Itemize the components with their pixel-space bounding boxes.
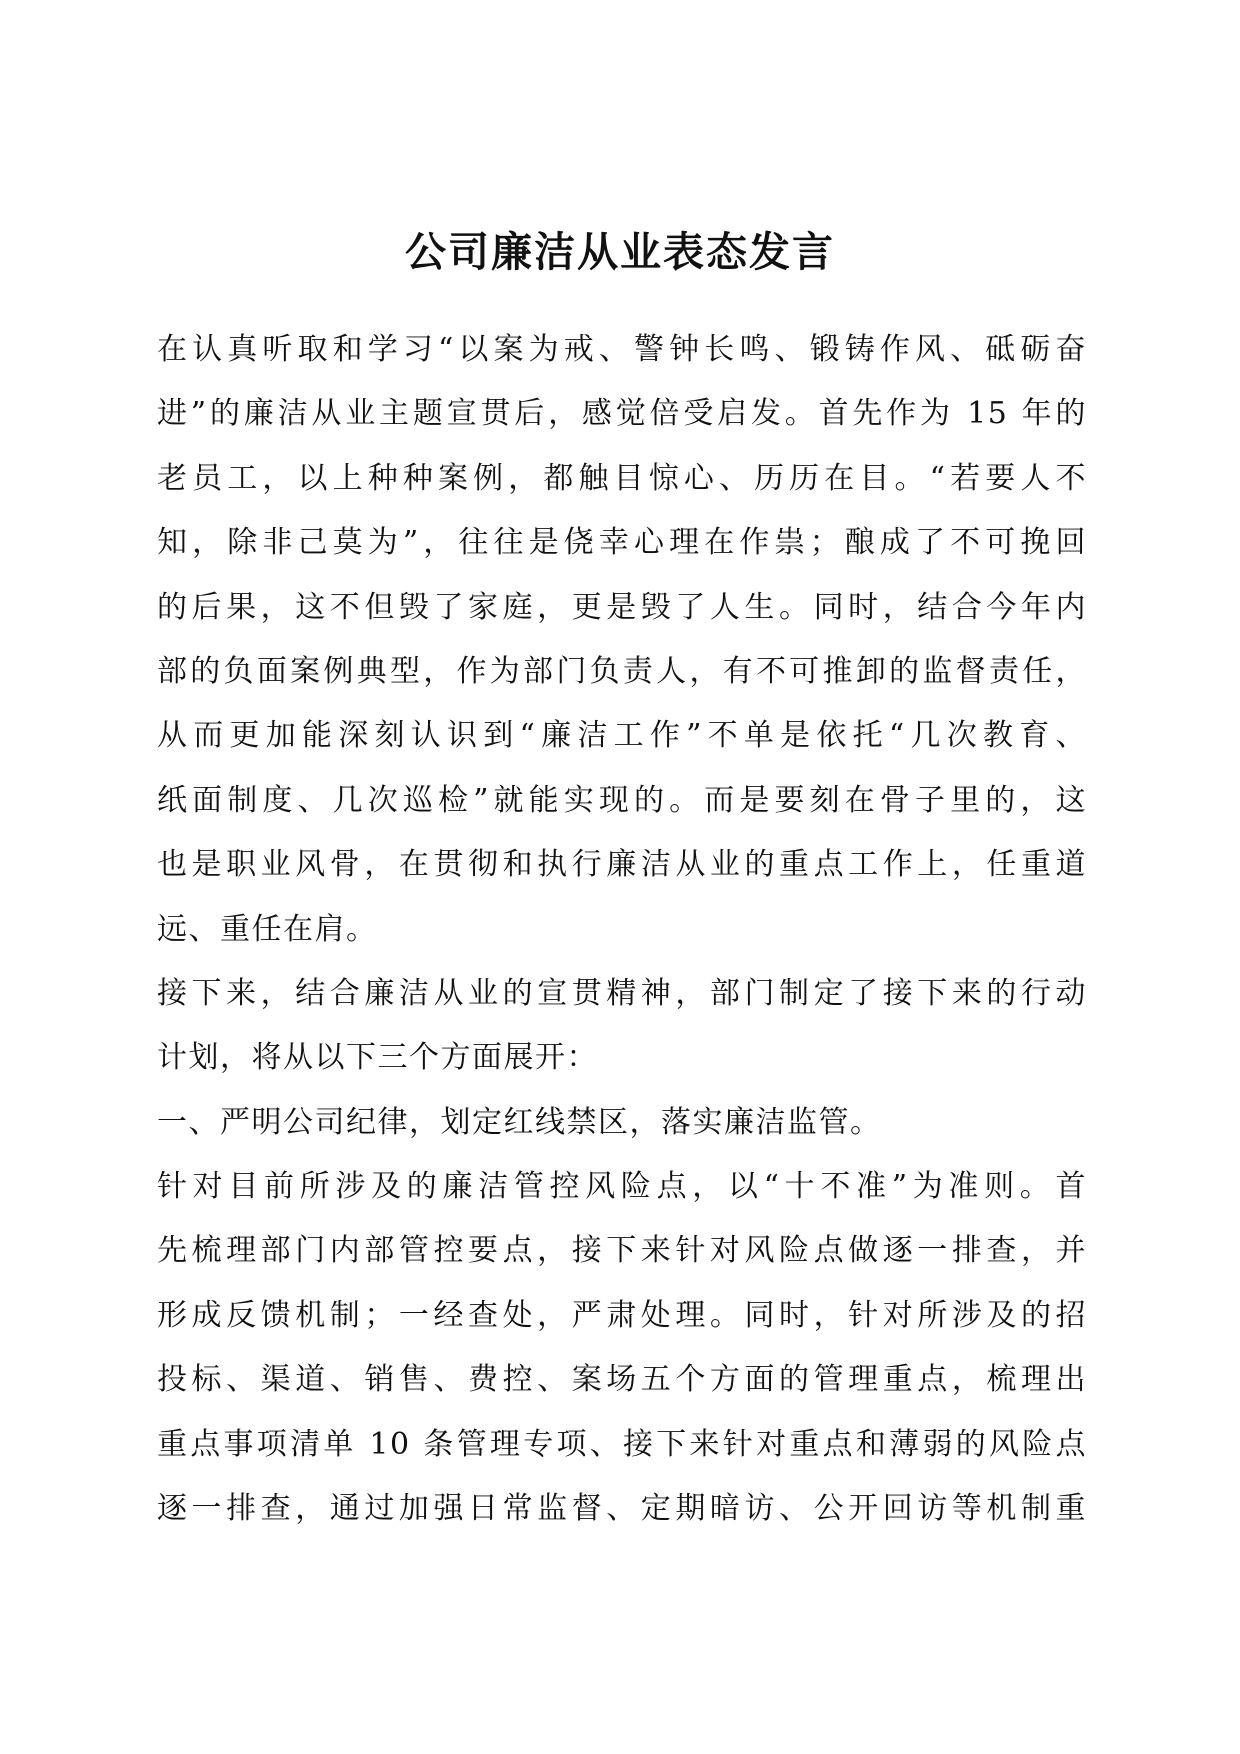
text-line: 进”的廉洁从业主题宣贯后，感觉倍受启发。首先作为 15 年的 xyxy=(157,396,1087,432)
text-line: 部的负面案例典型，作为部门负责人，有不可推卸的监督责任， xyxy=(157,653,1087,689)
text-line: 远、重任在肩。 xyxy=(157,911,378,947)
text-line: 也是职业风骨，在贯彻和执行廉洁从业的重点工作上，任重道 xyxy=(157,847,1087,883)
document-body xyxy=(157,318,1087,1541)
text-line: 接下来，结合廉洁从业的宣贯精神，部门制定了接下来的行动 xyxy=(157,975,1087,1011)
text-line: 知，除非己莫为”，往往是侥幸心理在作祟；酿成了不可挽回 xyxy=(157,525,1087,561)
text-line: 的后果，这不但毁了家庭，更是毁了人生。同时，结合今年内 xyxy=(157,589,1087,625)
text-line: 从而更加能深刻认识到“廉洁工作”不单是依托“几次教育、 xyxy=(157,718,1087,754)
text-line: 针对目前所涉及的廉洁管控风险点，以“十不准”为准则。首 xyxy=(157,1169,1087,1205)
text-line: 纸面制度、几次巡检”就能实现的。而是要刻在骨子里的，这 xyxy=(157,782,1087,818)
text-line: 计划，将从以下三个方面展开： xyxy=(157,1040,598,1076)
document-title: 公司廉洁从业表态发言 xyxy=(405,228,835,276)
text-line: 老员工，以上种种案例，都触目惊心、历历在目。“若要人不 xyxy=(157,460,1087,496)
text-line: 投标、渠道、销售、费控、案场五个方面的管理重点，梳理出 xyxy=(157,1362,1087,1398)
text-line: 形成反馈机制；一经查处，严肃处理。同时，针对所涉及的招 xyxy=(157,1297,1087,1333)
text-line: 在认真听取和学习“以案为戒、警钟长鸣、锻铸作风、砥砺奋 xyxy=(157,332,1087,367)
text-line: 重点事项清单 10 条管理专项、接下来针对重点和薄弱的风险点 xyxy=(157,1426,1087,1462)
text-line: 一、严明公司纪律，划定红线禁区，落实廉洁监管。 xyxy=(157,1104,882,1140)
text-line: 逐一排查，通过加强日常监督、定期暗访、公开回访等机制重 xyxy=(157,1491,1087,1527)
text-line: 先梳理部门内部管控要点，接下来针对风险点做逐一排查，并 xyxy=(157,1233,1087,1269)
